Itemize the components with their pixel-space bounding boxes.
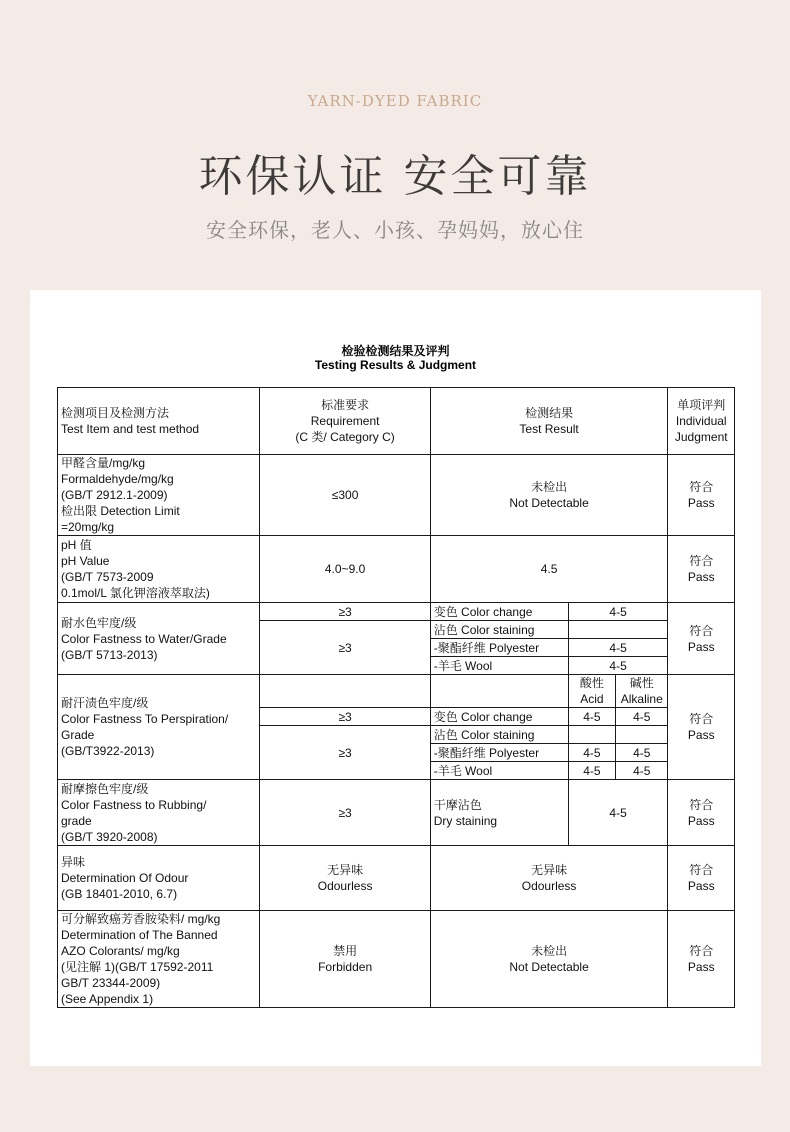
header-item-cn: 检测项目及检测方法 xyxy=(61,406,170,420)
item-line: 检出限 Detection Limit xyxy=(61,504,180,518)
table-row-rubbing xyxy=(58,780,735,846)
report-title-cn: 检验检测结果及评判 xyxy=(341,344,450,358)
acid-header xyxy=(568,675,615,708)
result-en: Not Detectable xyxy=(509,496,589,510)
table-row-water xyxy=(58,603,735,621)
table-row-perspiration xyxy=(58,675,735,708)
requirement-cell: 4.0~9.0 xyxy=(260,536,430,603)
item-line: 耐汗渍色牢度/级 xyxy=(61,696,149,710)
alkaline-en: Alkaline xyxy=(620,692,663,706)
value-cell: 4-5 xyxy=(568,744,615,762)
item-line: (GB/T 7573-2009 xyxy=(61,570,154,584)
alkaline-cn: 碱性 xyxy=(629,676,654,690)
result-cell xyxy=(430,846,668,911)
requirement-cell: ≤300 xyxy=(260,455,430,536)
pass-en: Pass xyxy=(687,813,715,828)
subitem-cell: -聚酯纤维 Polyester xyxy=(430,744,568,762)
item-line: 耐摩擦色牢度/级 xyxy=(61,781,149,796)
table-row-odour xyxy=(58,846,735,911)
value-cell-empty xyxy=(568,621,668,639)
item-line: 异味 xyxy=(61,855,86,869)
report-title-en: Testing Results & Judgment xyxy=(314,358,477,372)
value-cell: 4-5 xyxy=(616,708,668,726)
pass-en: Pass xyxy=(687,496,715,510)
results-table xyxy=(57,387,735,1008)
item-line: 耐水色牢度/级 xyxy=(61,615,137,630)
pass-en: Pass xyxy=(687,728,715,742)
value-cell: 4-5 xyxy=(616,744,668,762)
requirement-en: Odourless xyxy=(317,879,373,893)
value-cell-empty xyxy=(568,726,615,744)
subitem-cell: -聚酯纤维 Polyester xyxy=(430,639,568,657)
item-line: Determination Of Odour xyxy=(61,871,189,885)
header-item xyxy=(58,388,260,455)
table-row-azo xyxy=(58,911,735,1008)
requirement-cell: ≥3 xyxy=(260,780,430,846)
result-cell xyxy=(430,911,668,1008)
result-cn: 未检出 xyxy=(531,944,568,958)
pass-cn: 符合 xyxy=(689,623,714,638)
requirement-cell: ≥3 xyxy=(260,603,430,621)
brand-text: YARN-DYED FABRIC xyxy=(307,92,483,110)
subitem-cn: 干摩沾色 xyxy=(433,797,482,812)
result-cell: 4.5 xyxy=(430,536,668,603)
result-cn: 无异味 xyxy=(531,863,568,877)
item-line: Color Fastness To Perspiration/ xyxy=(61,712,229,726)
item-line: (GB/T 5713-2013) xyxy=(61,647,158,662)
judgment-cell xyxy=(668,780,735,846)
hero-header xyxy=(0,0,790,290)
requirement-cell xyxy=(260,846,430,911)
item-line: 甲醛含量/mg/kg xyxy=(61,456,146,470)
item-cell xyxy=(58,911,260,1008)
requirement-cell-empty xyxy=(260,675,430,708)
value-cell: 4-5 xyxy=(568,657,668,675)
item-line: Color Fastness to Rubbing/ xyxy=(61,797,207,812)
subitem-cell: 沾色 Color staining xyxy=(430,621,568,639)
item-cell xyxy=(58,536,260,603)
acid-en: Acid xyxy=(580,692,604,706)
result-cell xyxy=(430,455,668,536)
header-judgment xyxy=(668,388,735,455)
value-cell: 4-5 xyxy=(568,603,668,621)
judgment-cell xyxy=(668,675,735,780)
header-item-en: Test Item and test method xyxy=(61,422,200,436)
item-cell xyxy=(58,780,260,846)
item-line: Formaldehyde/mg/kg xyxy=(61,472,174,486)
table-row-formaldehyde xyxy=(58,455,735,536)
header-result xyxy=(430,388,668,455)
value-cell: 4-5 xyxy=(568,639,668,657)
item-line: (见注解 1)(GB/T 17592-2011 xyxy=(61,960,214,974)
header-req-cat: (C 类/ Category C) xyxy=(295,430,395,444)
header-judge-cn: 单项评判 xyxy=(677,398,726,412)
item-line: (GB/T 2912.1-2009) xyxy=(61,488,168,502)
item-cell xyxy=(58,455,260,536)
subitem-en: Dry staining xyxy=(433,813,498,828)
pass-en: Pass xyxy=(687,570,715,584)
pass-en: Pass xyxy=(687,960,715,974)
item-cell xyxy=(58,846,260,911)
table-header-row xyxy=(58,388,735,455)
alkaline-header xyxy=(616,675,668,708)
acid-cn: 酸性 xyxy=(579,676,604,690)
requirement-cn: 禁用 xyxy=(333,944,358,958)
subitem-cell: 沾色 Color staining xyxy=(430,726,568,744)
header-result-cn: 检测结果 xyxy=(525,406,574,420)
item-line: 0.1mol/L 氯化钾溶液萃取法) xyxy=(61,586,210,600)
subline: 安全环保，老人、小孩、孕妈妈，放心住 xyxy=(206,218,584,242)
pass-cn: 符合 xyxy=(689,554,714,568)
table-row-ph xyxy=(58,536,735,603)
item-line: =20mg/kg xyxy=(61,520,115,534)
subitem-cell: 变色 Color change xyxy=(430,603,568,621)
requirement-cell: ≥3 xyxy=(260,621,430,675)
header-req-cn: 标准要求 xyxy=(321,398,370,412)
value-cell: 4-5 xyxy=(568,708,615,726)
report-card xyxy=(30,290,761,1066)
value-cell: 4-5 xyxy=(568,762,615,780)
header-judge-en1: Individual xyxy=(675,414,727,428)
value-cell: 4-5 xyxy=(616,762,668,780)
pass-cn: 符合 xyxy=(689,863,714,877)
item-line: (See Appendix 1) xyxy=(61,992,154,1006)
item-line: (GB 18401-2010, 6.7) xyxy=(61,887,178,901)
item-line: GB/T 23344-2009) xyxy=(61,976,161,990)
item-cell xyxy=(58,603,260,675)
judgment-cell xyxy=(668,455,735,536)
header-result-en: Test Result xyxy=(519,422,579,436)
subitem-cell: -羊毛 Wool xyxy=(430,657,568,675)
pass-en: Pass xyxy=(687,639,715,654)
pass-cn: 符合 xyxy=(689,944,714,958)
requirement-cell xyxy=(260,911,430,1008)
item-cell xyxy=(58,675,260,780)
item-line: Grade xyxy=(61,728,95,742)
header-req-en: Requirement xyxy=(310,414,380,428)
result-en: Not Detectable xyxy=(509,960,589,974)
subitem-cell-empty xyxy=(430,675,568,708)
judgment-cell xyxy=(668,536,735,603)
pass-cn: 符合 xyxy=(689,480,714,494)
value-cell-empty xyxy=(616,726,668,744)
requirement-cell: ≥3 xyxy=(260,726,430,780)
requirement-cell: ≥3 xyxy=(260,708,430,726)
subitem-cell: 变色 Color change xyxy=(430,708,568,726)
header-requirement xyxy=(260,388,430,455)
pass-cn: 符合 xyxy=(689,712,714,726)
item-line: Color Fastness to Water/Grade xyxy=(61,631,227,646)
pass-en: Pass xyxy=(687,879,715,893)
item-line: AZO Colorants/ mg/kg xyxy=(61,944,180,958)
judgment-cell xyxy=(668,911,735,1008)
result-en: Odourless xyxy=(521,879,577,893)
requirement-en: Forbidden xyxy=(318,960,373,974)
item-line: grade xyxy=(61,813,92,828)
subitem-cell: -羊毛 Wool xyxy=(430,762,568,780)
header-judge-en2: Judgment xyxy=(674,430,728,444)
item-line: 可分解致癌芳香胺染料/ mg/kg xyxy=(61,912,221,926)
pass-cn: 符合 xyxy=(689,797,714,812)
item-line: pH 值 xyxy=(61,538,92,552)
item-line: pH Value xyxy=(61,554,110,568)
judgment-cell xyxy=(668,846,735,911)
requirement-cn: 无异味 xyxy=(327,863,364,877)
item-line: Determination of The Banned xyxy=(61,928,218,942)
item-line: (GB/T 3920-2008) xyxy=(61,829,158,844)
subitem-cell xyxy=(430,780,568,846)
result-cn: 未检出 xyxy=(531,480,568,494)
item-line: (GB/T3922-2013) xyxy=(61,744,155,758)
headline: 环保认证 安全可靠 xyxy=(198,151,592,202)
judgment-cell xyxy=(668,603,735,675)
value-cell: 4-5 xyxy=(568,780,668,846)
